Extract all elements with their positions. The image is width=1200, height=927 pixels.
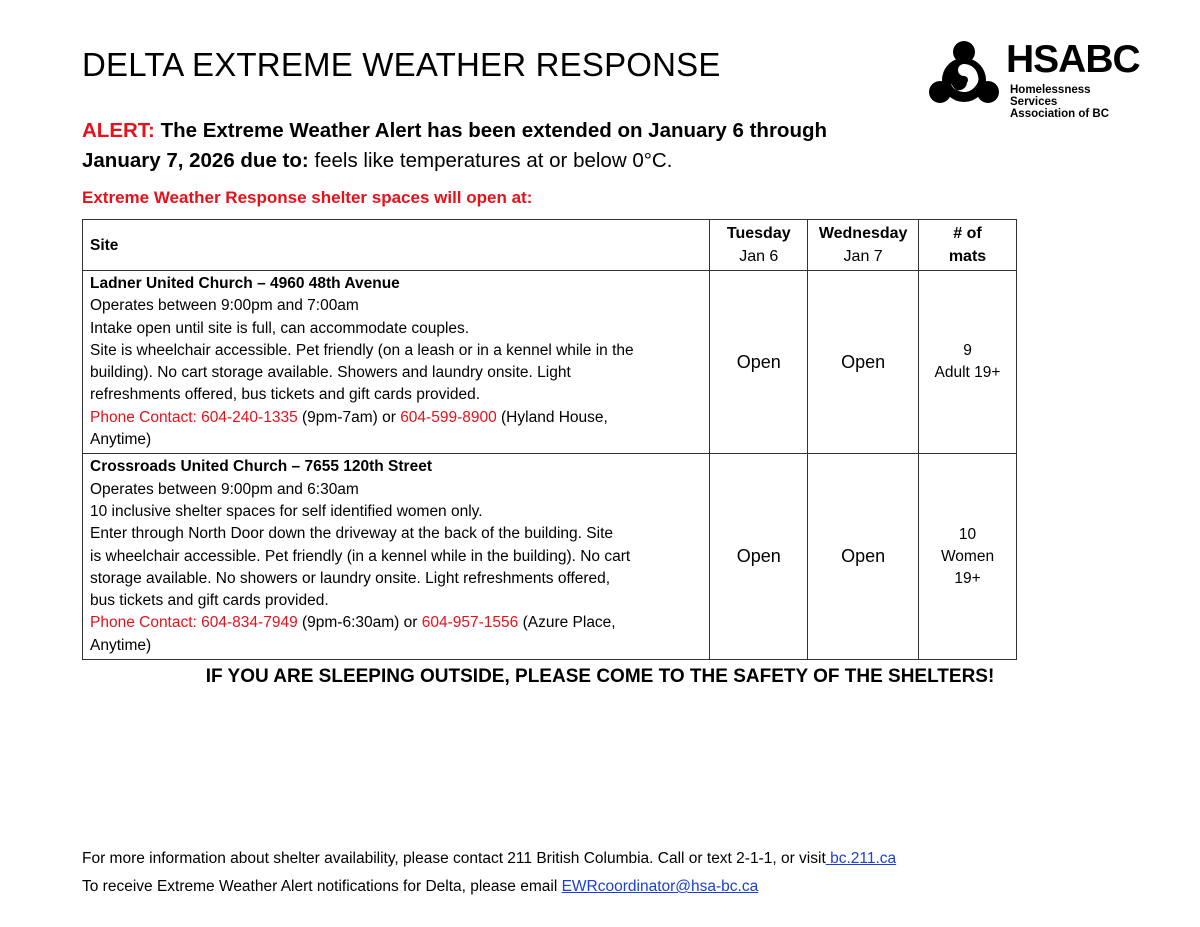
opens-heading: Extreme Weather Response shelter spaces will open at: (82, 188, 533, 207)
logo-subtitle-line2: Association of BC (1010, 108, 1110, 120)
email-link[interactable]: EWRcoordinator@hsa-bc.ca (561, 878, 759, 895)
alert-text-1: The Extreme Weather Alert has been extended on January 6 through (160, 119, 828, 142)
shelter-table (82, 219, 1017, 660)
site-details-3: refreshments offered, bus tickets and gift cards provided. (90, 386, 480, 404)
header-tuesday-date: Jan 6 (739, 248, 779, 265)
header-wednesday (808, 220, 919, 271)
header-tuesday-day: Tuesday (726, 225, 791, 242)
footer-line-2 (82, 873, 896, 901)
site-details-2: building). No cart storage available. Showers and laundry onsite. Light (90, 364, 571, 382)
mats-age: 19+ (954, 569, 981, 587)
table-header-row (83, 220, 1017, 271)
logo-brand-text: HSABC (1006, 38, 1140, 81)
logo-subtitle-line1: Homelessness Services (1010, 84, 1091, 108)
site-cell (83, 454, 710, 660)
header-mats (919, 220, 1017, 271)
page-title: DELTA EXTREME WEATHER RESPONSE (82, 46, 721, 83)
header-wednesday-day: Wednesday (818, 225, 908, 242)
status-wednesday: Open (808, 271, 919, 454)
site-phone-line (90, 612, 702, 634)
header-site: Site (83, 220, 710, 271)
phone-contact-primary: Phone Contact: 604-240-1335 (90, 408, 298, 426)
footer-text-2: To receive Extreme Weather Alert notifications for Delta, please email (82, 878, 562, 895)
site-name: Ladner United Church – 4960 48th Avenue (90, 275, 400, 292)
footer (82, 845, 896, 901)
phone-secondary-note: (Azure Place, (518, 614, 616, 632)
mats-cell (919, 271, 1017, 454)
logo-subtitle (1010, 84, 1140, 120)
alert-message (82, 116, 922, 176)
header-mats-line2: mats (948, 248, 987, 265)
site-note: Intake open until site is full, can accommodate couples. (90, 319, 470, 337)
site-details-2: is wheelchair accessible. Pet friendly (in a kennel while in the building). No cart (90, 547, 631, 565)
table-row (83, 454, 1017, 660)
site-phone-line (90, 407, 702, 429)
phone-contact-secondary: 604-957-1556 (421, 614, 519, 632)
site-name: Crossroads United Church – 7655 120th Street (90, 458, 432, 476)
table-row (83, 271, 1017, 454)
safety-callout: IF YOU ARE SLEEPING OUTSIDE, PLEASE COME TO THE SAFETY OF THE SHELTERS! (205, 666, 995, 687)
site-cell (83, 271, 710, 454)
phone-secondary-note-2: Anytime) (90, 636, 152, 654)
mats-cell (919, 454, 1017, 660)
status-wednesday: Open (808, 454, 919, 660)
phone-secondary-note: (Hyland House, (496, 408, 608, 426)
site-note: 10 inclusive shelter spaces for self identified women only. (90, 502, 483, 520)
phone-secondary-note-2: Anytime) (90, 431, 152, 449)
mats-group: Adult 19+ (934, 364, 1001, 382)
mats-count: 10 (958, 525, 977, 543)
phone-primary-note: (9pm-6:30am) or (297, 614, 422, 632)
alert-label: ALERT: (82, 119, 155, 142)
mats-count: 9 (963, 342, 972, 360)
hsabc-emblem-icon (928, 40, 1000, 108)
site-details-3: storage available. No showers or laundry onsite. Light refreshments offered, (90, 569, 611, 587)
site-hours: Operates between 9:00pm and 6:30am (90, 480, 359, 498)
site-details-1: Site is wheelchair accessible. Pet friendly (on a leash or in a kennel while in the (90, 341, 634, 359)
mats-group: Women (940, 547, 995, 565)
header-tuesday (710, 220, 808, 271)
status-tuesday: Open (710, 271, 808, 454)
site-details-1: Enter through North Door down the driveway at the back of the building. Site (90, 525, 613, 543)
header-wednesday-date: Jan 7 (843, 248, 883, 265)
phone-contact-primary: Phone Contact: 604-834-7949 (90, 614, 298, 632)
site-hours: Operates between 9:00pm and 7:00am (90, 297, 359, 315)
alert-reason: feels like temperatures at or below 0°C. (314, 149, 673, 172)
header-mats-line1: # of (953, 225, 982, 242)
site-details-4: bus tickets and gift cards provided. (90, 592, 329, 610)
footer-text-1: For more information about shelter availability, please contact 211 British Columbia. Call or text 2-1-1, or visit (82, 850, 826, 867)
hsabc-logo (928, 38, 1140, 120)
status-tuesday: Open (710, 454, 808, 660)
phone-primary-note: (9pm-7am) or (297, 408, 401, 426)
bc211-link[interactable]: bc.211.ca (825, 850, 897, 867)
alert-text-2: January 7, 2026 due to: (82, 149, 309, 172)
phone-contact-secondary: 604-599-8900 (400, 408, 497, 426)
footer-line-1 (82, 845, 896, 873)
